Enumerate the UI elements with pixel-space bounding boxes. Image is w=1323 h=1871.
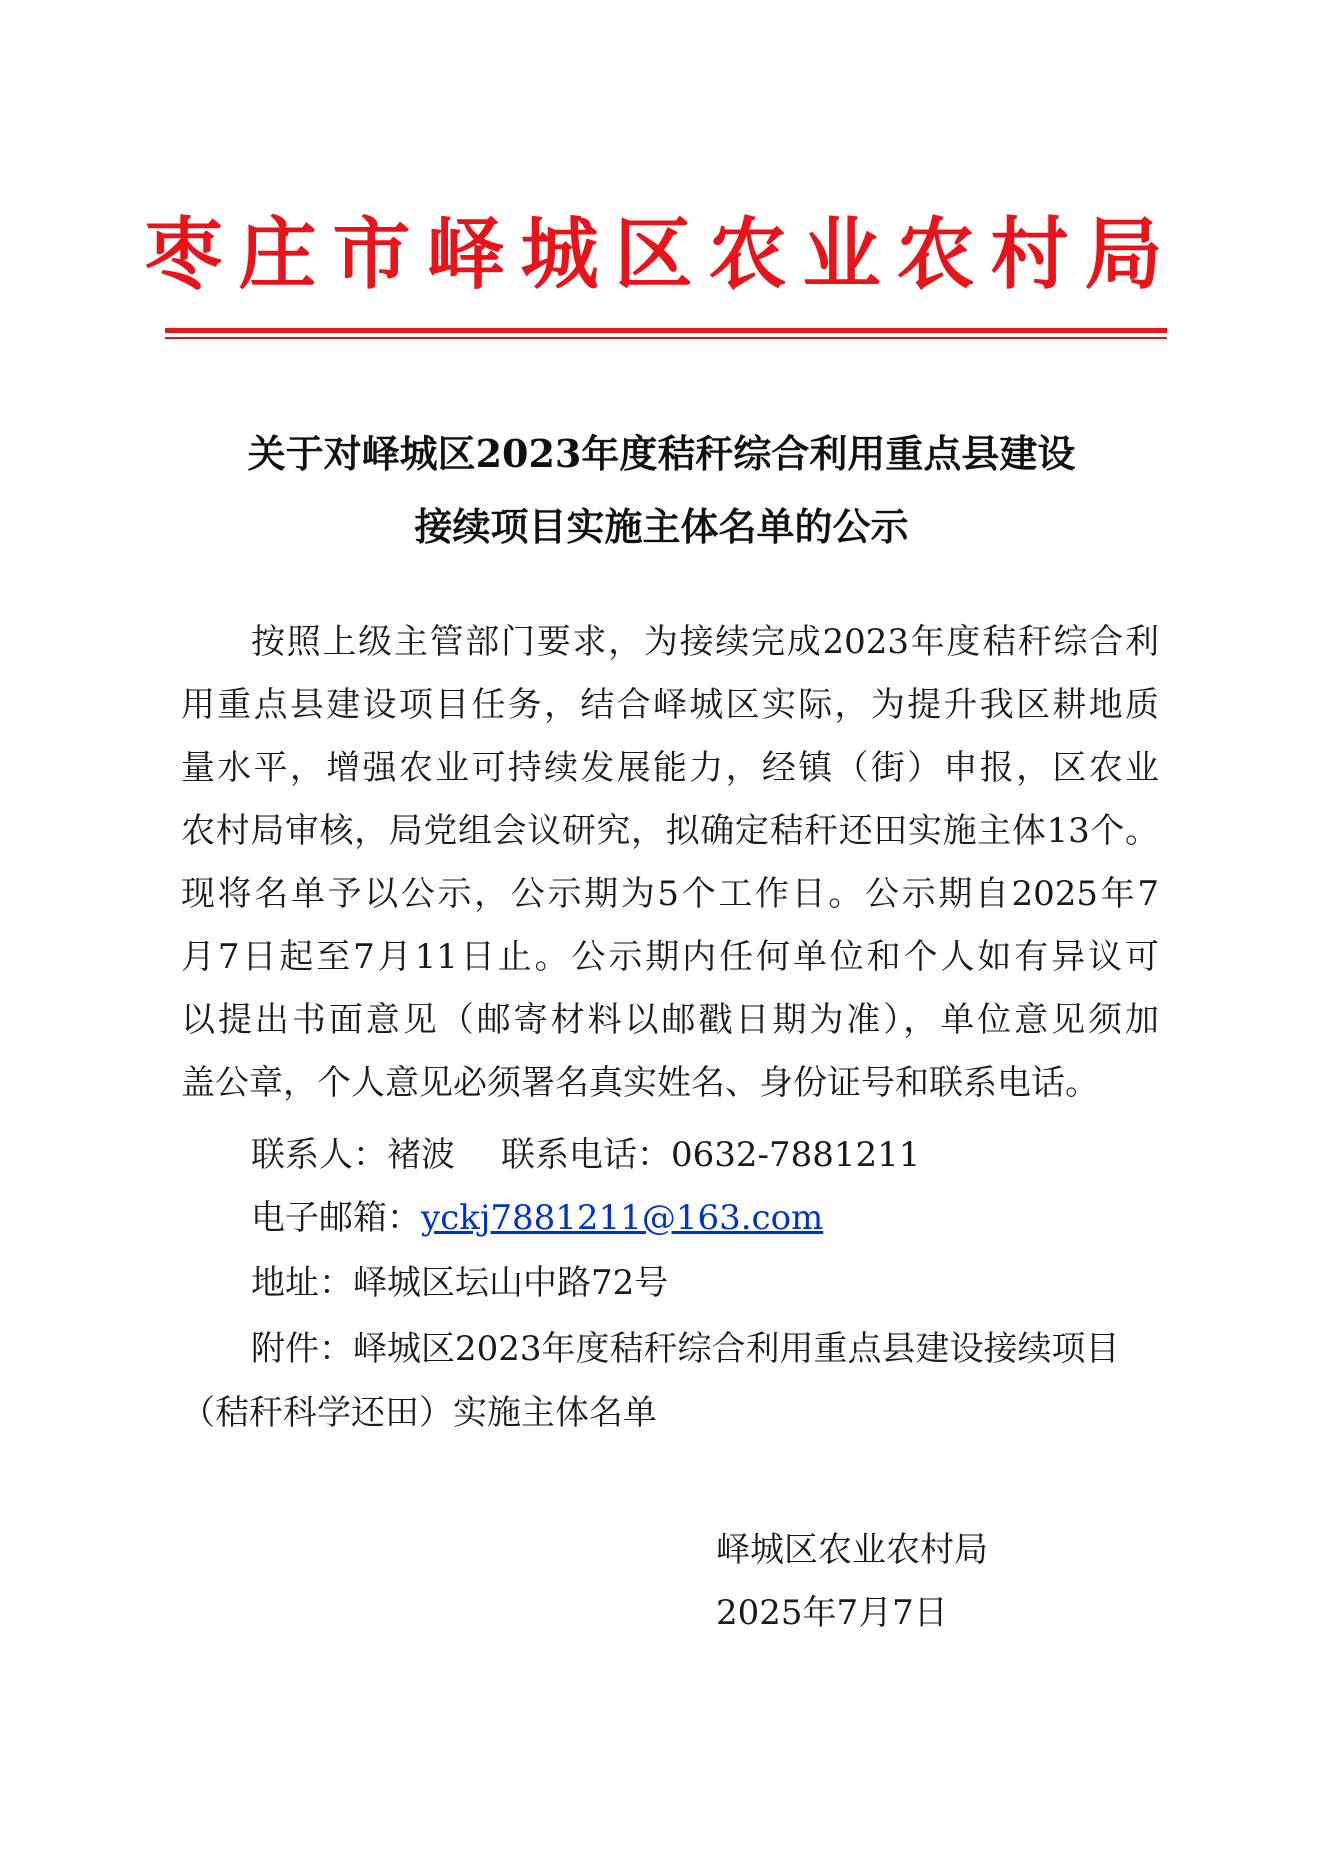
signature-org: 峄城区农业农村局 [716,1530,988,1570]
attachment-label: 附件： [251,1329,353,1369]
contact-person-row [251,1133,920,1177]
contact-email-label: 电子邮箱： [251,1198,421,1238]
contact-person-name: 褚波 [387,1135,455,1175]
contact-address-value: 峄城区坛山中路72号 [353,1263,669,1303]
body-paragraph-line: 现将名单予以公示，公示期为5个工作日。公示期自2025年7 [181,874,1159,914]
contact-address-row [251,1261,668,1305]
body-paragraph-line: 月7日起至7月11日止。公示期内任何单位和个人如有异议可 [181,937,1159,977]
contact-address-label: 地址： [251,1263,353,1303]
attachment-row [251,1327,1120,1371]
contact-person-label: 联系人： [251,1135,387,1175]
contact-phone-label: 联系电话： [501,1135,671,1175]
body-paragraph-line: 盖公章，个人意见必须署名真实姓名、身份证号和联系电话。 [181,1063,1099,1103]
attachment-title-line-1: 峄城区2023年度秸秆综合利用重点县建设接续项目 [353,1329,1120,1369]
contact-email-row [251,1196,823,1240]
body-paragraph-line: 用重点县建设项目任务，结合峄城区实际，为提升我区耕地质 [181,685,1159,725]
document-title-line-1: 关于对峄城区2023年度秸秆综合利用重点县建设 [247,431,1076,476]
body-paragraph-line: 以提出书面意见（邮寄材料以邮戳日期为准），单位意见须加 [181,1000,1159,1040]
contact-email-link[interactable]: yckj7881211@163.com [421,1198,824,1238]
masthead-divider-thin [165,337,1167,339]
body-paragraph-line: 农村局审核，局党组会议研究，拟确定秸秆还田实施主体13个。 [181,811,1159,851]
attachment-title-line-2: （秸秆科学还田）实施主体名单 [181,1393,657,1433]
body-paragraph-line: 量水平，增强农业可持续发展能力，经镇（街）申报，区农业 [181,748,1159,788]
signature-date: 2025年7月7日 [716,1593,948,1633]
body-paragraph-line: 按照上级主管部门要求，为接续完成2023年度秸秆综合利 [251,622,1159,662]
masthead-divider-thick [165,328,1167,333]
contact-phone-number: 0632-7881211 [671,1135,921,1175]
document-title-line-2: 接续项目实施主体名单的公示 [414,504,909,549]
masthead-org-name: 枣庄市峄城区农业农村局 [144,210,1179,300]
